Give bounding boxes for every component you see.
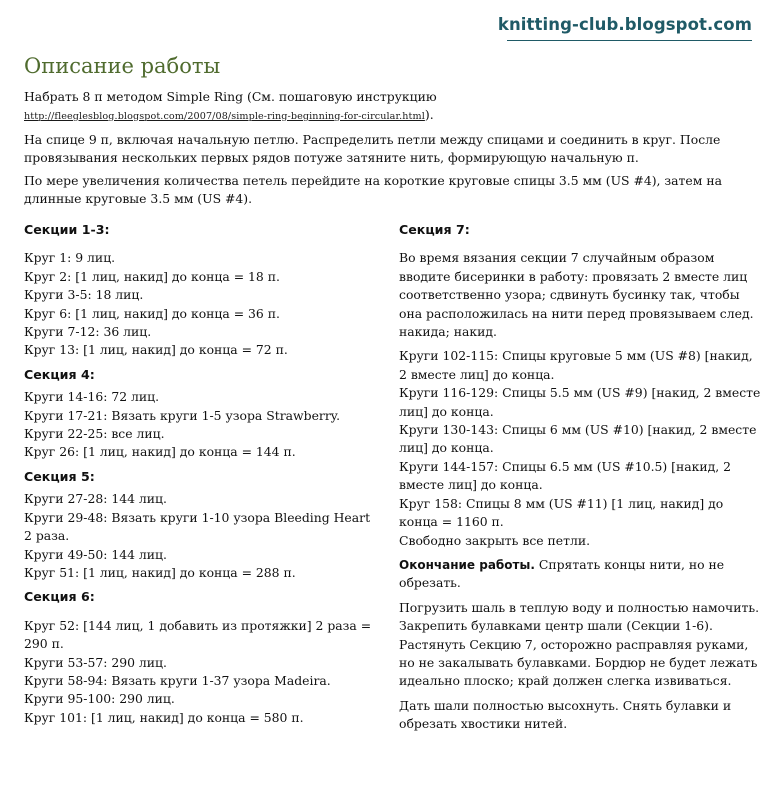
section-4-rows — [24, 388, 374, 462]
intro-paragraph-1 — [24, 88, 764, 125]
section-heading-5: Секция 5: — [24, 468, 95, 484]
section-7-rows — [399, 347, 764, 549]
list-item: Круги 102-115: Спицы круговые 5 мм (US #8) [накид, 2 вместе лиц] до конца. — [399, 348, 753, 382]
list-item: Круг 158: Спицы 8 мм (US #11) [1 лиц, накид] до конца = 1160 п. — [399, 495, 724, 530]
right-column — [399, 221, 764, 740]
list-item: Круги 144-157: Спицы 6.5 мм (US #10.5) [накид, 2 вместе лиц] до конца. — [399, 458, 732, 493]
list-item: Круги 7-12: 36 лиц. — [24, 324, 152, 340]
section-heading-6: Секция 6: — [24, 589, 95, 605]
list-item: Круг 101: [1 лиц, накид] до конца = 580 п. — [24, 709, 304, 725]
section-7-intro: Во время вязания секции 7 случайным образом вводите бисеринки в работу: провязать 2 вместе лиц соответственно узора; сдвинуть бусинку так, чтобы она расположилась на нити перед провязываем след. накида; накид. — [399, 250, 754, 340]
list-item: Круги 22-25: все лиц. — [24, 426, 165, 442]
drying-paragraph: Дать шали полностью высохнуть. Снять булавки и обрезать хвостики нитей. — [399, 697, 732, 732]
list-item: Круги 3-5: 18 лиц. — [24, 287, 144, 303]
site-brand: knitting-club.blogspot.com — [497, 15, 752, 34]
section-heading-7: Секция 7: — [399, 222, 470, 237]
list-item: Круги 130-143: Спицы 6 мм (US #10) [накид, 2 вместе лиц] до конца. — [399, 422, 757, 456]
intro-line-1: Набрать 8 п методом Simple Ring (См. пошаговую инструкцию — [24, 89, 437, 104]
list-item: Круг 1: 9 лиц. — [24, 250, 116, 266]
list-item: Круги 27-28: 144 лиц. — [24, 491, 167, 507]
intro-section — [24, 88, 764, 213]
list-item: Круги 95-100: 290 лиц. — [24, 691, 175, 707]
finish-text: Спрятать концы нити, но не обрезать. — [399, 556, 725, 591]
list-item: Круги 53-57: 290 лиц. — [24, 654, 167, 670]
list-item: Свободно закрыть все петли. — [399, 532, 591, 548]
list-item: Круги 29-48: Вязать круги 1-10 узора Bleeding Heart 2 раза. — [24, 509, 371, 544]
brand-underline — [507, 40, 752, 41]
page-title: Описание работы — [24, 54, 221, 78]
list-item: Круг 2: [1 лиц, накид] до конца = 18 п. — [24, 268, 280, 284]
finish-paragraph — [399, 556, 764, 593]
section-heading-4: Секция 4: — [24, 366, 95, 382]
blocking-paragraph: Погрузить шаль в теплую воду и полностью намочить. Закрепить булавками центр шали (Секции 1-6). Растянуть Секцию 7, осторожно расправляя руками, но не закалывать булавками. Бордюр не будет лежать идеально плоско; край должен слегка извиваться. — [399, 599, 760, 689]
list-item: Круг 13: [1 лиц, накид] до конца = 72 п. — [24, 342, 288, 358]
list-item: Круг 51: [1 лиц, накид] до конца = 288 п. — [24, 564, 296, 580]
list-item: Круги 116-129: Спицы 5.5 мм (US #9) [накид, 2 вместе лиц] до конца. — [399, 385, 761, 419]
section-6-rows — [24, 617, 374, 727]
list-item: Круг 26: [1 лиц, накид] до конца = 144 п. — [24, 444, 296, 460]
intro-link-after: ). — [424, 106, 434, 122]
left-column — [24, 221, 374, 727]
intro-paragraph-3: По мере увеличения количества петель перейдите на короткие круговые спицы 3.5 мм (US #4), затем на длинные круговые 3.5 мм (US #4). — [24, 173, 722, 206]
list-item: Круги 17-21: Вязать круги 1-5 узора Strawberry. — [24, 407, 341, 423]
section-heading-1-3: Секции 1-3: — [24, 222, 110, 237]
simple-ring-link[interactable]: http://fleeglesblog.blogspot.com/2007/08/simple-ring-beginning-for-circular.html — [24, 110, 425, 122]
list-item: Круги 58-94: Вязать круги 1-37 узора Madeira. — [24, 672, 331, 688]
list-item: Круг 6: [1 лиц, накид] до конца = 36 п. — [24, 305, 280, 321]
finish-label: Окончание работы. — [399, 557, 535, 572]
intro-paragraph-2: На спице 9 п, включая начальную петлю. Распределить петли между спицами и соединить в круг. После провязывания нескольких первых рядов потуже затяните нить, формирующую начальную п. — [24, 132, 721, 165]
list-item: Круги 14-16: 72 лиц. — [24, 389, 160, 405]
list-item: Круги 49-50: 144 лиц. — [24, 546, 167, 562]
section-1-3-rows — [24, 249, 374, 359]
list-item: Круг 52: [144 лиц, 1 добавить из протяжки] 2 раза = 290 п. — [24, 617, 372, 652]
section-5-rows — [24, 490, 374, 582]
